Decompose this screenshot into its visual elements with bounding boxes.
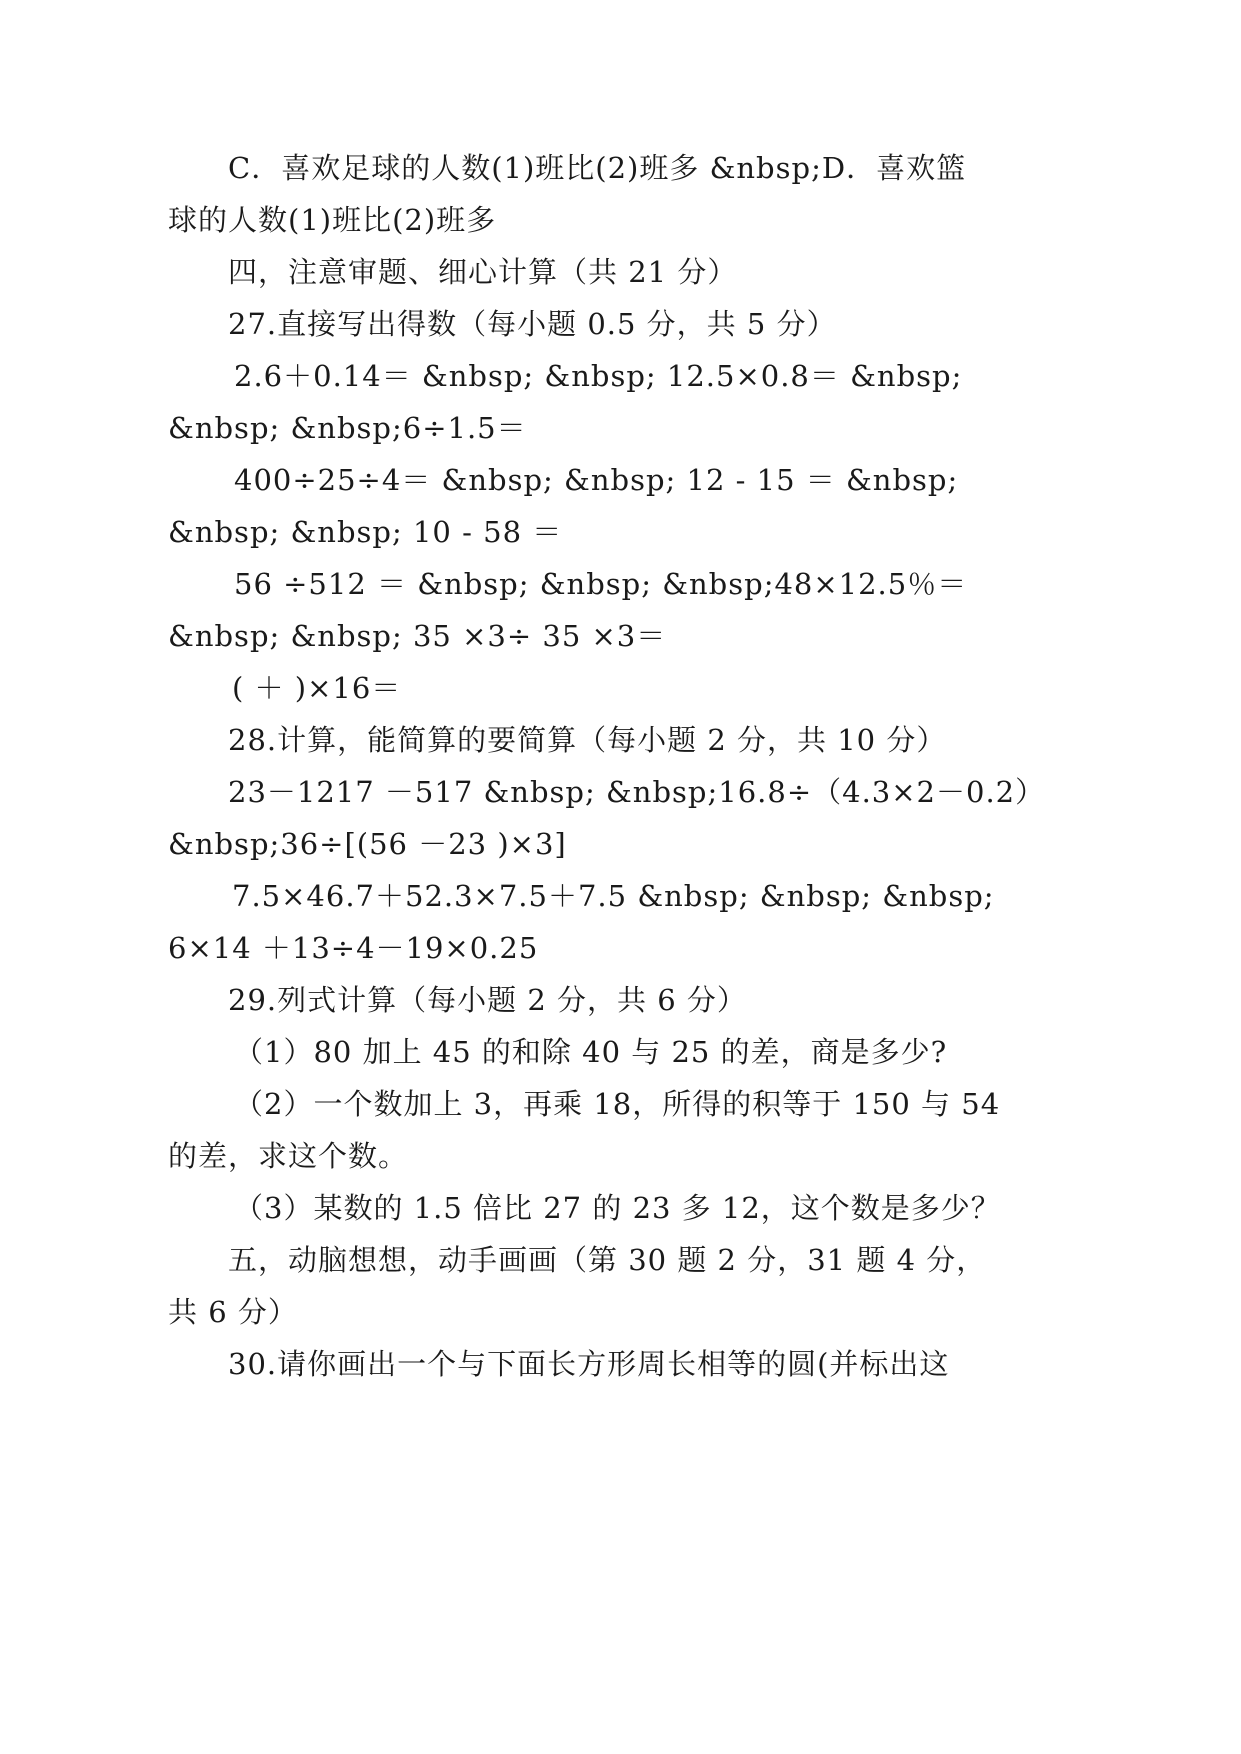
question-heading: 27.直接写出得数（每小题 0.5 分，共 5 分） xyxy=(228,307,837,341)
question-heading: 28.计算，能简算的要简算（每小题 2 分，共 10 分） xyxy=(228,723,947,757)
question-heading: 29.列式计算（每小题 2 分，共 6 分） xyxy=(228,983,747,1017)
text-line: 6×14 ＋13÷4－19×0.25 xyxy=(168,931,539,965)
section-heading: 五，动脑想想，动手画画（第 30 题 2 分，31 题 4 分， xyxy=(228,1243,987,1277)
text-line: &nbsp; &nbsp; 35 ×3÷ 35 ×3＝ xyxy=(168,619,667,653)
text-line: &nbsp;36÷[(56 －23 )×3] xyxy=(168,827,567,861)
text-line: 的差，求这个数。 xyxy=(168,1139,409,1173)
text-line: 球的人数(1)班比(2)班多 xyxy=(168,203,497,237)
text-line: 56 ÷512 ＝ &nbsp; &nbsp; &nbsp;48×12.5％＝ xyxy=(234,567,968,601)
text-line: ( ＋ )×16＝ xyxy=(232,671,402,705)
text-line: 2.6＋0.14＝ &nbsp; &nbsp; 12.5×0.8＝ &nbsp; xyxy=(234,359,963,393)
section-heading: 四，注意审题、细心计算（共 21 分） xyxy=(228,255,738,289)
text-line: 7.5×46.7＋52.3×7.5＋7.5 &nbsp; &nbsp; &nbsp; xyxy=(232,879,995,913)
text-line: （1）80 加上 45 的和除 40 与 25 的差，商是多少? xyxy=(234,1035,948,1069)
text-line: &nbsp; &nbsp;6÷1.5＝ xyxy=(168,411,527,445)
question-heading: 30.请你画出一个与下面长方形周长相等的圆(并标出这 xyxy=(228,1347,950,1381)
text-line: 400÷25÷4＝ &nbsp; &nbsp; 12 - 15 ＝ &nbsp; xyxy=(234,463,959,497)
text-line: 共 6 分） xyxy=(168,1295,298,1329)
text-line: （2）一个数加上 3，再乘 18，所得的积等于 150 与 54 xyxy=(234,1087,1001,1121)
text-line: （3）某数的 1.5 倍比 27 的 23 多 12，这个数是多少？ xyxy=(234,1191,1001,1225)
text-line: C．喜欢足球的人数(1)班比(2)班多 &nbsp;D．喜欢篮 xyxy=(228,151,967,185)
text-line: &nbsp; &nbsp; 10 - 58 ＝ xyxy=(168,515,563,549)
text-line: 23－1217 －517 &nbsp; &nbsp;16.8÷（4.3×2－0.2） xyxy=(228,775,1046,809)
